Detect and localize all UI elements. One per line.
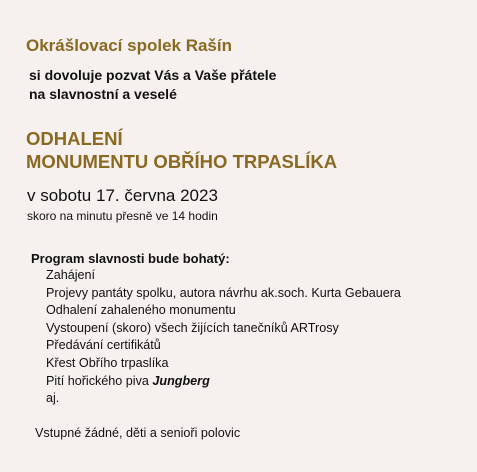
program-item-unveiling: Odhalení zahaleného monumentu — [46, 303, 236, 318]
event-headline — [26, 127, 337, 173]
organization-name: Okrášlovací spolek Rašín — [26, 36, 232, 55]
headline-line-1: ODHALENÍ — [26, 128, 123, 149]
program-item-christening: Křest Obřího trpaslíka — [46, 355, 169, 370]
invitation-line-2: na slavnostní a veselé — [29, 86, 177, 102]
invitation-text — [29, 66, 276, 104]
event-time: skoro na minutu přesně ve 14 hodin — [27, 209, 218, 223]
program-item-certificates: Předávání certifikátů — [46, 338, 161, 353]
beer-prefix: Pití hořického piva — [46, 373, 153, 388]
program-list — [46, 267, 401, 408]
event-date: v sobotu 17. června 2023 — [27, 186, 218, 205]
invitation-line-1: si dovoluje pozvat Vás a Vaše přátele — [29, 67, 277, 83]
program-title: Program slavnosti bude bohatý: — [31, 251, 230, 266]
program-item-opening: Zahájení — [46, 268, 96, 282]
program-item-etc: aj. — [46, 391, 60, 406]
beer-brand: Jungberg — [152, 373, 210, 388]
program-item-dance: Vystoupení (skoro) všech žijících tanečníků ARTrosy — [46, 320, 339, 335]
program-item-beer — [46, 373, 401, 391]
admission-note: Vstupné žádné, děti a senioři polovic — [35, 426, 241, 440]
program-item-speeches: Projevy pantáty spolku, autora návrhu ak.soch. Kurta Gebauera — [46, 285, 401, 300]
headline-line-2: MONUMENTU OBŘÍHO TRPASLÍKA — [26, 151, 338, 172]
